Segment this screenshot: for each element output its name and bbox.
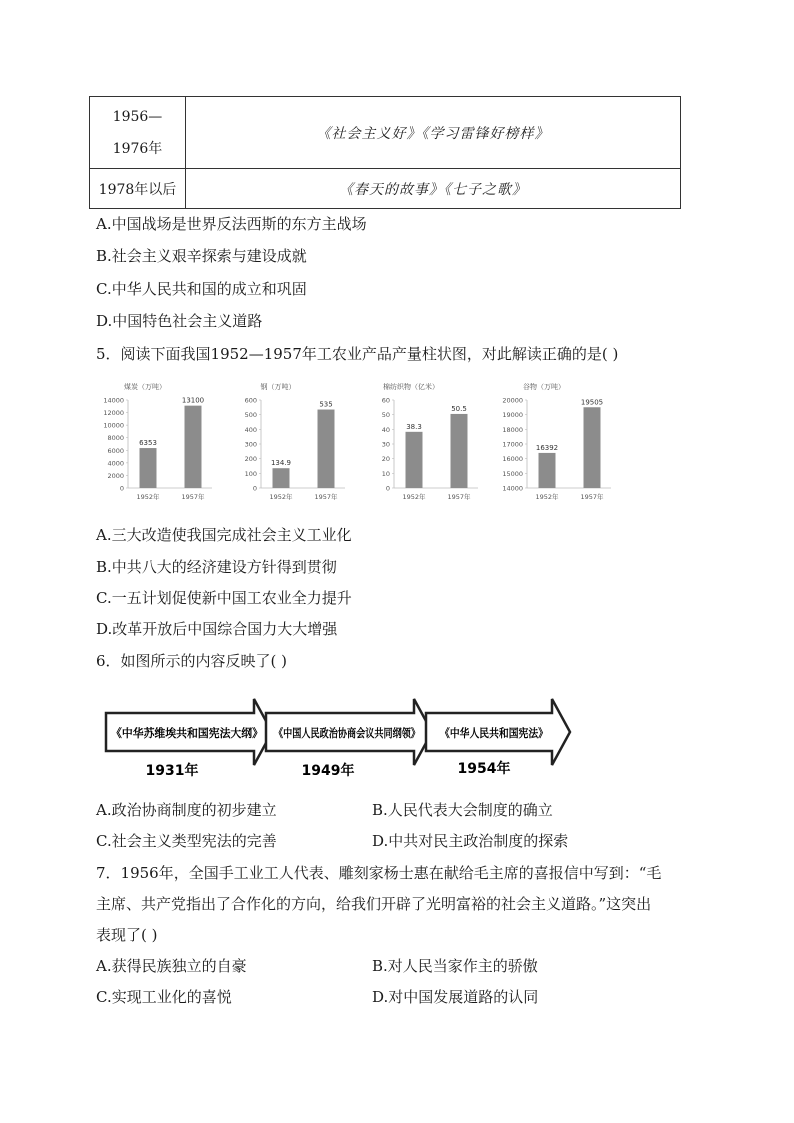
chart-x-tick-label: 1957年 — [580, 493, 604, 501]
q4-option-a: A.中国战场是世界反法西斯的东方主战场 — [96, 215, 367, 233]
chart-y-tick-label: 20 — [381, 455, 390, 464]
arrow-year-3: 1954年 — [457, 761, 511, 777]
chart-data-label: 16392 — [535, 443, 559, 452]
q7-option-c: C.实现工业化的喜悦 — [96, 988, 232, 1006]
q6-option-d: D.中共对民主政治制度的探索 — [372, 832, 569, 850]
table-row — [90, 97, 681, 169]
chart-data-label: 13100 — [181, 396, 205, 405]
chart-y-tick-label: 19000 — [502, 411, 523, 420]
table-cell-period: 1978年以后 — [90, 169, 186, 209]
chart-y-tick-label: 10000 — [103, 421, 124, 430]
chart-x-tick-label: 1957年 — [314, 493, 338, 501]
chart-data-label: 6353 — [139, 439, 157, 448]
chart-y-tick-label: 6000 — [107, 446, 124, 455]
chart-x-tick-label: 1952年 — [136, 493, 160, 501]
constitution-timeline-svg — [104, 693, 574, 783]
q4-option-c: C.中华人民共和国的成立和巩固 — [96, 280, 307, 298]
chart-y-tick-label: 14000 — [103, 396, 124, 405]
production-charts — [90, 378, 620, 508]
q4-option-d: D.中国特色社会主义道路 — [96, 312, 263, 330]
chart-y-tick-label: 15000 — [502, 469, 523, 478]
q4-option-b: B.社会主义艰辛探索与建设成就 — [96, 247, 307, 265]
table-row — [90, 169, 681, 209]
q6-option-c: C.社会主义类型宪法的完善 — [96, 832, 277, 850]
chart-y-tick-label: 10 — [381, 469, 390, 478]
arrow-year-2: 1949年 — [301, 763, 355, 779]
constitution-timeline — [104, 693, 574, 783]
chart-y-tick-label: 600 — [244, 396, 257, 405]
chart-y-tick-label: 0 — [385, 484, 390, 493]
q7-stem-line-3: 表现了( ) — [96, 926, 158, 944]
q5-option-d: D.改革开放后中国综合国力大大增强 — [96, 620, 338, 638]
table-cell-period — [90, 97, 186, 169]
chart-bar — [185, 406, 202, 488]
chart-y-tick-label: 200 — [244, 455, 257, 464]
chart-y-tick-label: 60 — [381, 396, 390, 405]
chart-y-tick-label: 40 — [381, 425, 390, 434]
production-charts-svg — [90, 378, 620, 508]
chart-y-tick-label: 30 — [381, 440, 390, 449]
q6-option-a: A.政治协商制度的初步建立 — [96, 801, 277, 819]
arrow-doc-3: 《中华人民共和国宪法》 — [440, 726, 548, 740]
chart-title: 钢（万吨） — [260, 383, 296, 391]
chart-y-tick-label: 16000 — [502, 455, 523, 464]
chart-y-tick-label: 500 — [244, 411, 257, 420]
arrow-doc-2: 《中国人民政治协商会议共同纲领》 — [274, 726, 420, 740]
chart-bar — [406, 432, 423, 488]
chart-y-tick-label: 0 — [119, 484, 124, 493]
chart-y-tick-label: 17000 — [502, 440, 523, 449]
chart-data-label: 134.9 — [270, 459, 292, 468]
q6-stem: 6．如图所示的内容反映了( ) — [96, 652, 288, 670]
era-songs-table — [89, 96, 681, 209]
period-line-2: 1976年 — [112, 140, 163, 157]
chart-bar — [451, 414, 468, 488]
chart-title: 棉纺织物（亿米） — [383, 383, 439, 391]
chart-y-tick-label: 12000 — [103, 409, 124, 418]
chart-bar — [584, 407, 601, 488]
period-line-1: 1956— — [112, 108, 163, 125]
q7-option-a: A.获得民族独立的自豪 — [96, 957, 247, 975]
q5-option-b: B.中共八大的经济建设方针得到贯彻 — [96, 558, 337, 576]
chart-x-tick-label: 1952年 — [535, 493, 559, 501]
chart-x-tick-label: 1952年 — [269, 493, 293, 501]
table-cell-works: 《社会主义好》《学习雷锋好榜样》 — [186, 97, 681, 169]
chart-bar — [539, 453, 556, 488]
chart-data-label: 50.5 — [451, 404, 467, 413]
chart-y-tick-label: 4000 — [107, 459, 124, 468]
table-cell-works: 《春天的故事》《七子之歌》 — [186, 169, 681, 209]
chart-x-tick-label: 1957年 — [447, 493, 471, 501]
chart-data-label: 19505 — [580, 398, 604, 407]
chart-bar — [140, 448, 157, 488]
q5-option-c: C.一五计划促使新中国工农业全力提升 — [96, 589, 352, 607]
chart-y-tick-label: 2000 — [107, 471, 124, 480]
chart-x-tick-label: 1952年 — [402, 493, 426, 501]
arrow-year-1: 1931年 — [145, 763, 199, 779]
chart-data-label: 535 — [319, 400, 333, 409]
chart-bar — [273, 468, 290, 488]
chart-x-tick-label: 1957年 — [181, 493, 205, 501]
chart-y-tick-label: 300 — [244, 440, 257, 449]
chart-y-tick-label: 100 — [244, 469, 257, 478]
chart-y-tick-label: 0 — [252, 484, 257, 493]
chart-y-tick-label: 50 — [381, 411, 390, 420]
arrow-doc-1: 《中华苏维埃共和国宪法大纲》 — [111, 726, 263, 740]
chart-bar — [318, 410, 335, 488]
chart-data-label: 38.3 — [406, 422, 422, 431]
q7-option-b: B.对人民当家作主的骄傲 — [372, 957, 538, 975]
chart-title: 煤炭（万吨） — [124, 383, 166, 391]
chart-y-tick-label: 20000 — [502, 396, 523, 405]
q7-stem-line-2: 主席、共产党指出了合作化的方向，给我们开辟了光明富裕的社会主义道路。”这突出 — [96, 895, 652, 913]
chart-y-tick-label: 400 — [244, 425, 257, 434]
chart-y-tick-label: 18000 — [502, 425, 523, 434]
chart-y-tick-label: 14000 — [502, 484, 523, 493]
chart-y-tick-label: 8000 — [107, 434, 124, 443]
q6-option-b: B.人民代表大会制度的确立 — [372, 801, 553, 819]
q5-stem: 5．阅读下面我国1952—1957年工农业产品产量柱状图，对此解读正确的是( ) — [96, 345, 619, 363]
chart-title: 谷物（万吨） — [523, 383, 565, 391]
q5-option-a: A.三大改造使我国完成社会主义工业化 — [96, 526, 352, 544]
q7-stem-line-1: 7．1956年，全国手工业工人代表、雕刻家杨士惠在献给毛主席的喜报信中写到：“毛 — [96, 864, 662, 882]
q7-option-d: D.对中国发展道路的认同 — [372, 988, 539, 1006]
